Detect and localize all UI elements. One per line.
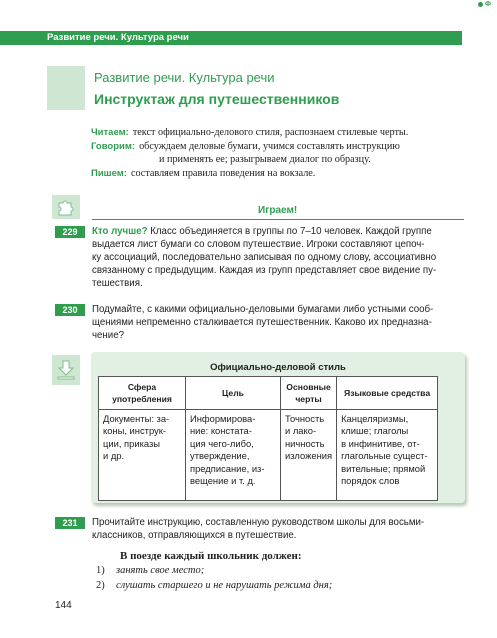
logo-dot-icon	[478, 2, 483, 7]
table-header-cell: Языковые средства	[337, 377, 438, 410]
table-header-cell: Основные черты	[281, 377, 337, 410]
exercise-230-text: Подумайте, с какими официально-деловыми бумагами либо устными сооб- щениями непременно сталкивается путешественник. Каково их предназна- чение?	[92, 304, 434, 341]
goal-reading: Читаем: текст официально-делового стиля, распознаем стилевые черты.	[91, 127, 409, 138]
header-section-title: Развитие речи. Культура речи	[47, 32, 189, 43]
table-cell: Информирова- ние: констата- ция чего-либо, утверждение, предписание, из- вещение и т. д.	[186, 410, 281, 501]
puzzle-icon	[52, 195, 80, 219]
list-item: 1) занять свое место;	[96, 565, 205, 576]
table-header-cell: Цель	[186, 377, 281, 410]
table-header-row	[99, 377, 438, 410]
list-item: 2) слушать старшего и не нарушать режима дня;	[96, 580, 333, 591]
table-cell: Документы: за- коны, инструк- ции, приказы и др.	[99, 410, 186, 501]
goal-speaking: Говорим: обсуждаем деловые бумаги, учимся составлять инструкцию	[91, 140, 400, 152]
goal-writing: Пишем: составляем правила поведения на вокзале.	[91, 167, 316, 179]
table-row	[99, 410, 438, 501]
section-title: Развитие речи. Культура речи	[94, 70, 275, 85]
lesson-title: Инструктаж для путешественников	[94, 91, 340, 107]
publisher-logo: Ф	[478, 1, 491, 8]
goal-speaking-cont: и применять ее; разыгрываем диалог по образцу.	[159, 154, 371, 165]
style-table-title: Официально-деловой стиль	[210, 362, 346, 373]
exercise-number-230: 230	[55, 304, 85, 316]
table-cell: Точность и лако- ничность изложения	[281, 410, 337, 501]
play-title: Играем!	[258, 205, 298, 216]
exercise-229-text: Кто лучше? Класс объединяется в группы по 7–10 человек. Каждой группе выдается лист бумаги со словом путешествие. Игроки составляют цепоч- ку ассоциаций, последовательно записывая по одному слову, ассоциативно связанному с предыдущим. Каждая из групп представляет свое видение пу- тешествия.	[92, 226, 437, 289]
lesson-goals	[91, 126, 463, 180]
page-number: 144	[55, 600, 72, 611]
table-header-cell: Сфера употребления	[99, 377, 186, 410]
title-decor-block	[47, 66, 85, 110]
instruction-title: В поезде каждый школьник должен:	[120, 550, 302, 562]
exercise-number-231: 231	[55, 517, 85, 529]
table-cell: Канцеляризмы, клише; глаголы в инфинитиве, от- глагольные сущест- вительные; прямой порядок слов	[337, 410, 438, 501]
exercise-231-text: Прочитайте инструкцию, составленную руководством школы для восьми- классников, отправляющихся в путешествие.	[92, 517, 425, 541]
exercise-number-229: 229	[55, 226, 85, 238]
style-table	[98, 376, 438, 501]
play-divider	[92, 219, 464, 220]
download-icon	[52, 355, 80, 385]
